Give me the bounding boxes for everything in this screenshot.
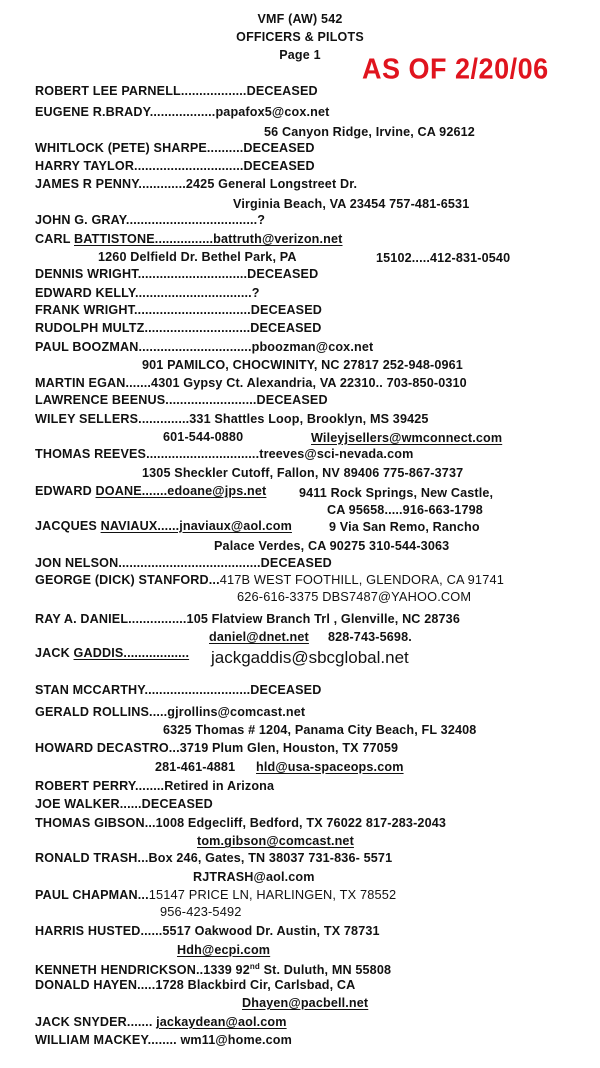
- stamp-date: 2/20/06: [455, 53, 549, 85]
- roster-entry: JOE WALKER......DECEASED: [35, 797, 213, 811]
- entry-name: PAUL CHAPMAN...: [35, 888, 149, 902]
- roster-address: 9 Via San Remo, Rancho: [329, 520, 480, 534]
- roster-entry: EUGENE R.BRADY..................papafox5@cox.net: [35, 105, 330, 119]
- roster-entry: [35, 572, 504, 588]
- roster-contact: 626-616-3375 DBS7487@YAHOO.COM: [237, 589, 472, 604]
- ordinal-suffix: nd: [249, 962, 260, 971]
- roster-entry: HARRIS HUSTED......5517 Oakwood Dr. Austin, TX 78731: [35, 924, 380, 938]
- roster-address: Palace Verdes, CA 90275 310-544-3063: [214, 539, 450, 553]
- roster-address: CA 95658.....916-663-1798: [327, 503, 483, 517]
- roster-phone: 956-423-5492: [160, 904, 242, 919]
- entry-underlined-text: DOANE.......edoane@jps.net: [95, 484, 267, 498]
- roster-entry: WILLIAM MACKEY........ wm11@home.com: [35, 1033, 292, 1047]
- roster-email: hld@usa-spaceops.com: [256, 760, 404, 774]
- roster-entry: THOMAS GIBSON...1008 Edgecliff, Bedford, TX 76022 817-283-2043: [35, 816, 447, 830]
- entry-name: KENNETH HENDRICKSON..1339 92: [35, 963, 250, 978]
- roster-email: Wileyjsellers@wmconnect.com: [311, 431, 503, 445]
- entry-address: St. Duluth, MN 55808: [259, 963, 392, 978]
- roster-address: 6325 Thomas # 1204, Panama City Beach, FL 32408: [163, 723, 477, 737]
- roster-address: 9411 Rock Springs, New Castle,: [299, 486, 494, 500]
- roster-entry: [35, 645, 189, 661]
- roster-entry: STAN MCCARTHY.............................DECEASED: [35, 683, 322, 697]
- roster-entry: THOMAS REEVES...............................treeves@sci-nevada.com: [35, 447, 414, 461]
- roster-entry: JOHN G. GRAY....................................?: [35, 213, 266, 227]
- roster-email: jackgaddis@sbcglobal.net: [211, 648, 409, 667]
- entry-first-name: CARL: [35, 232, 74, 246]
- roster-email: Dhayen@pacbell.net: [242, 996, 369, 1010]
- roster-email: tom.gibson@comcast.net: [197, 834, 354, 848]
- entry-address: 15147 PRICE LN, HARLINGEN, TX 78552: [148, 887, 397, 902]
- roster-entry: PAUL BOOZMAN...............................pboozman@cox.net: [35, 340, 374, 354]
- roster-entry: WHITLOCK (PETE) SHARPE..........DECEASED: [35, 141, 315, 155]
- roster-address: 1305 Sheckler Cutoff, Fallon, NV 89406 775-867-3737: [142, 466, 464, 480]
- entry-name: JACK SNYDER.......: [35, 1015, 157, 1029]
- roster-entry: JON NELSON.......................................DECEASED: [35, 556, 332, 570]
- roster-address: 901 PAMILCO, CHOCWINITY, NC 27817 252-948-0961: [142, 358, 463, 372]
- roster-entry: [35, 887, 396, 903]
- roster-entry: [35, 518, 292, 534]
- roster-address: 1260 Delfield Dr. Bethel Park, PA: [98, 250, 297, 264]
- entry-underlined-text: BATTISTONE................battruth@verizon.net: [74, 232, 343, 246]
- roster-entry: LAWRENCE BEENUS.........................DECEASED: [35, 393, 328, 407]
- entry-first-name: EDWARD: [35, 484, 96, 498]
- roster-entry: MARTIN EGAN.......4301 Gypsy Ct. Alexandria, VA 22310.. 703-850-0310: [35, 376, 467, 390]
- roster-entry: WILEY SELLERS..............331 Shattles Loop, Brooklyn, MS 39425: [35, 412, 429, 426]
- roster-entry: RAY A. DANIEL................105 Flatview Branch Trl , Glenville, NC 28736: [35, 612, 460, 626]
- roster-entry: RONALD TRASH...Box 246, Gates, TN 38037 731-836- 5571: [35, 851, 393, 865]
- roster-email: daniel@dnet.net: [209, 630, 309, 644]
- entry-first-name: JACK: [35, 646, 74, 660]
- roster-address: 56 Canyon Ridge, Irvine, CA 92612: [264, 125, 475, 139]
- roster-entry: RUDOLPH MULTZ.............................DECEASED: [35, 321, 322, 335]
- roster-phone: 15102.....412-831-0540: [376, 251, 511, 265]
- roster-address: Virginia Beach, VA 23454 757-481-6531: [233, 197, 470, 211]
- entry-address: 417B WEST FOOTHILL, GLENDORA, CA 91741: [219, 572, 504, 587]
- roster-entry: [35, 231, 343, 247]
- roster-entry: JAMES R PENNY.............2425 General Longstreet Dr.: [35, 177, 358, 191]
- entry-underlined-text: GADDIS..................: [73, 646, 190, 660]
- entry-name: GEORGE (DICK) STANFORD...: [35, 573, 220, 587]
- as-of-date-stamp: [362, 53, 549, 86]
- roster-entry: HARRY TAYLOR..............................DECEASED: [35, 159, 315, 173]
- roster-entry: GERALD ROLLINS.....gjrollins@comcast.net: [35, 705, 306, 719]
- roster-email: RJTRASH@aol.com: [193, 870, 315, 884]
- roster-phone: 828-743-5698.: [328, 630, 412, 644]
- entry-first-name: JACQUES: [35, 519, 101, 533]
- roster-entry: [35, 959, 391, 978]
- roster-entry: HOWARD DECASTRO...3719 Plum Glen, Houston, TX 77059: [35, 741, 399, 755]
- roster-entry: DENNIS WRIGHT..............................DECEASED: [35, 267, 319, 281]
- roster-entry: EDWARD KELLY................................?: [35, 286, 260, 300]
- roster-phone: 601-544-0880: [163, 430, 244, 444]
- roster-phone: 281-461-4881: [155, 760, 236, 774]
- page-number: Page 1: [279, 48, 321, 62]
- roster-email: jackaydean@aol.com: [156, 1015, 287, 1029]
- roster-entry: DONALD HAYEN.....1728 Blackbird Cir, Carlsbad, CA: [35, 978, 356, 992]
- entry-underlined-text: NAVIAUX......jnaviaux@aol.com: [100, 519, 292, 533]
- roster-entry: ROBERT PERRY........Retired in Arizona: [35, 779, 275, 793]
- roster-title: OFFICERS & PILOTS: [236, 30, 364, 44]
- roster-entry: [35, 483, 266, 499]
- stamp-label: AS OF: [362, 53, 448, 85]
- roster-email: Hdh@ecpi.com: [177, 943, 271, 957]
- roster-entry: ROBERT LEE PARNELL..................DECEASED: [35, 84, 318, 98]
- roster-entry: FRANK WRIGHT................................DECEASED: [35, 303, 322, 317]
- roster-entry: [35, 1014, 287, 1030]
- squadron-title: VMF (AW) 542: [257, 12, 343, 26]
